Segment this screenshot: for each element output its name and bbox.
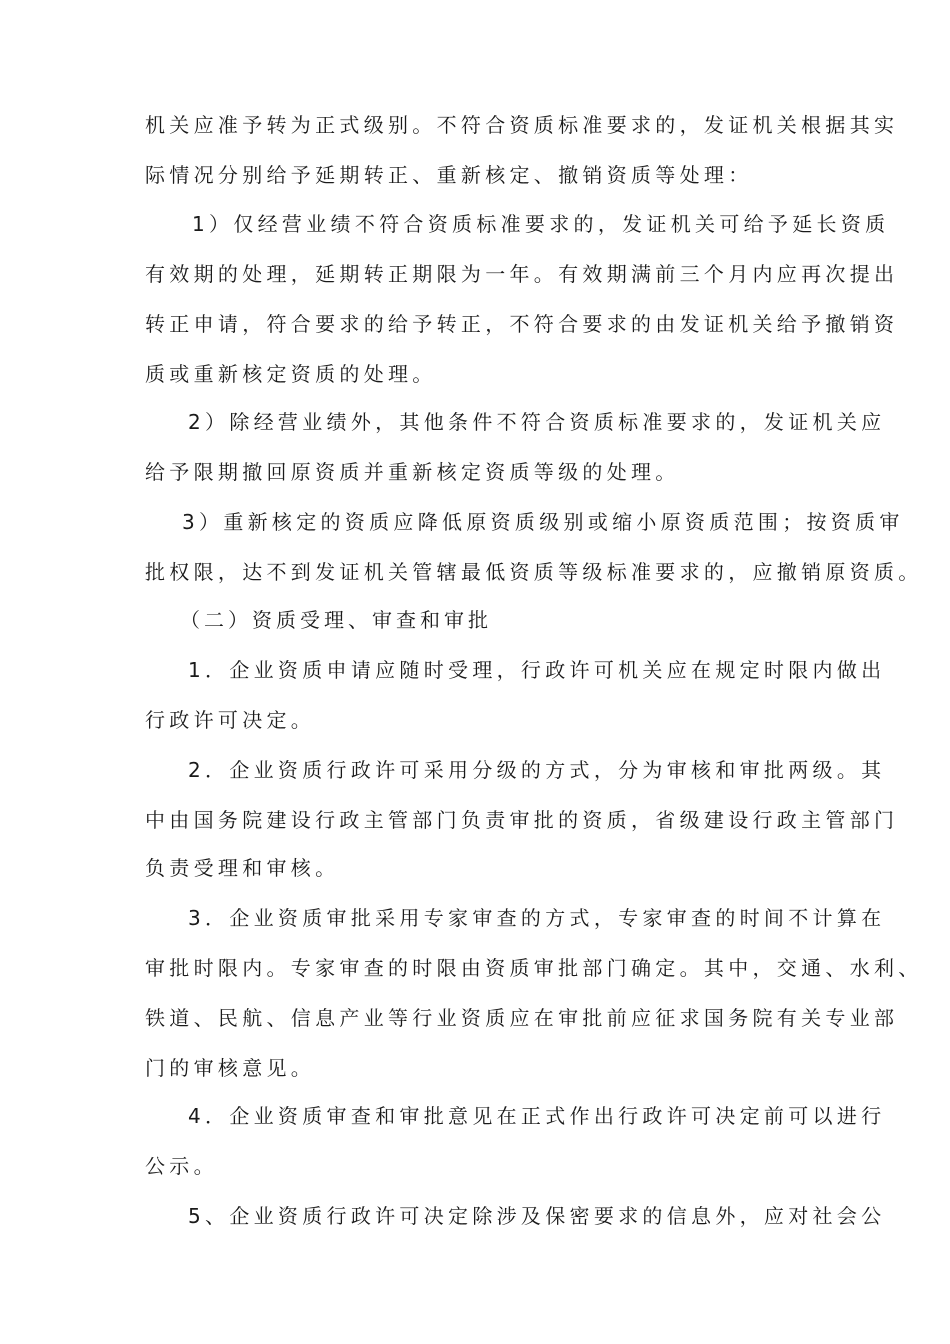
text-line: 3．企业资质审批采用专家审查的方式，专家审查的时间不计算在 [188,906,886,930]
text-line: 负责受理和审核。 [145,856,340,880]
text-line: 行政许可决定。 [145,708,316,732]
text-line: 质或重新核定资质的处理。 [145,362,437,386]
text-line: 审批时限内。专家审查的时限由资质审批部门确定。其中，交通、水利、 [145,956,923,980]
text-line: 3）重新核定的资质应降低原资质级别或缩小原资质范围；按资质审 [182,510,904,534]
text-line: 1）仅经营业绩不符合资质标准要求的，发证机关可给予延长资质 [192,212,890,236]
text-line: 机关应准予转为正式级别。不符合资质标准要求的，发证机关根据其实 [145,113,899,137]
text-line: 4．企业资质审查和审批意见在正式作出行政许可决定前可以进行 [188,1104,886,1128]
text-line: 转正申请，符合要求的给予转正，不符合要求的由发证机关给予撤销资 [145,312,899,336]
text-line: 门的审核意见。 [145,1056,316,1080]
text-line: 2）除经营业绩外，其他条件不符合资质标准要求的，发证机关应 [188,410,886,434]
text-line: 际情况分别给予延期转正、重新核定、撤销资质等处理： [145,163,753,187]
section-heading: （二）资质受理、审查和审批 [180,608,492,632]
text-line: 2．企业资质行政许可采用分级的方式，分为审核和审批两级。其 [188,758,886,782]
text-line: 5、企业资质行政许可决定除涉及保密要求的信息外，应对社会公 [188,1204,886,1228]
text-line: 批权限，达不到发证机关管辖最低资质等级标准要求的，应撤销原资质。 [145,560,923,584]
text-line: 1．企业资质申请应随时受理，行政许可机关应在规定时限内做出 [188,658,886,682]
text-line: 给予限期撤回原资质并重新核定资质等级的处理。 [145,460,680,484]
text-line: 中由国务院建设行政主管部门负责审批的资质，省级建设行政主管部门 [145,808,899,832]
text-line: 铁道、民航、信息产业等行业资质应在审批前应征求国务院有关专业部 [145,1006,899,1030]
text-line: 公示。 [145,1154,218,1178]
text-line: 有效期的处理，延期转正期限为一年。有效期满前三个月内应再次提出 [145,262,899,286]
